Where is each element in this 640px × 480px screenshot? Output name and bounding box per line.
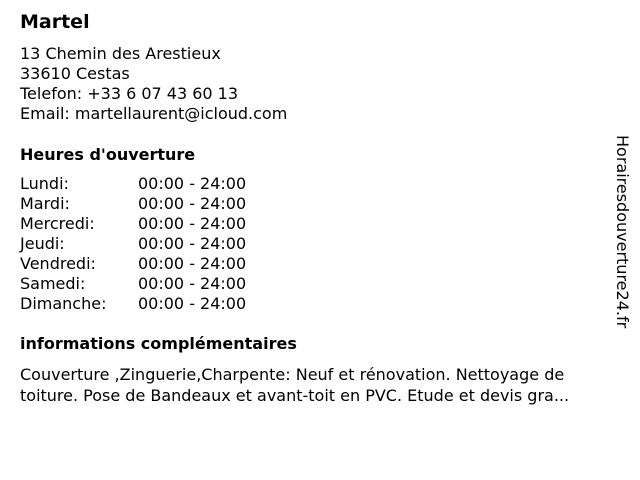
opening-hours-table [20, 174, 246, 314]
day-label: Vendredi: [20, 254, 96, 273]
opening-hours-heading: Heures d'ouverture [20, 145, 196, 164]
time-range: 00:00 - 24:00 [138, 194, 247, 213]
day-label: Mardi: [20, 194, 70, 213]
time-range: 00:00 - 24:00 [138, 174, 247, 193]
day-label: Jeudi: [20, 234, 65, 253]
hours-row-friday [20, 254, 246, 274]
site-watermark: Horairesdouverture24.fr [613, 135, 632, 329]
description-line: toiture. Pose de Bandeaux et avant-toit en PVC. Etude et devis gra... [20, 386, 570, 405]
time-range: 00:00 - 24:00 [138, 214, 247, 233]
hours-row-monday [20, 174, 246, 194]
time-range: 00:00 - 24:00 [138, 274, 247, 293]
address-street: 13 Chemin des Arestieux [20, 44, 221, 63]
hours-row-thursday [20, 234, 246, 254]
hours-row-sunday [20, 294, 246, 314]
contact-block [20, 44, 287, 124]
business-name: Martel [20, 11, 90, 33]
time-range: 00:00 - 24:00 [138, 234, 247, 253]
hours-row-wednesday [20, 214, 246, 234]
hours-row-tuesday [20, 194, 246, 214]
description-line: Couverture ,Zinguerie,Charpente: Neuf et rénovation. Nettoyage de [20, 365, 565, 384]
address-city: 33610 Cestas [20, 64, 130, 83]
email-address[interactable]: Email: martellaurent@icloud.com [20, 104, 288, 123]
time-range: 00:00 - 24:00 [138, 254, 247, 273]
time-range: 00:00 - 24:00 [138, 294, 247, 313]
phone-number[interactable]: Telefon: +33 6 07 43 60 13 [20, 84, 239, 103]
additional-info-heading: informations complémentaires [20, 334, 297, 353]
business-description [20, 364, 620, 406]
day-label: Lundi: [20, 174, 69, 193]
day-label: Dimanche: [20, 294, 107, 313]
day-label: Mercredi: [20, 214, 95, 233]
hours-row-saturday [20, 274, 246, 294]
day-label: Samedi: [20, 274, 86, 293]
